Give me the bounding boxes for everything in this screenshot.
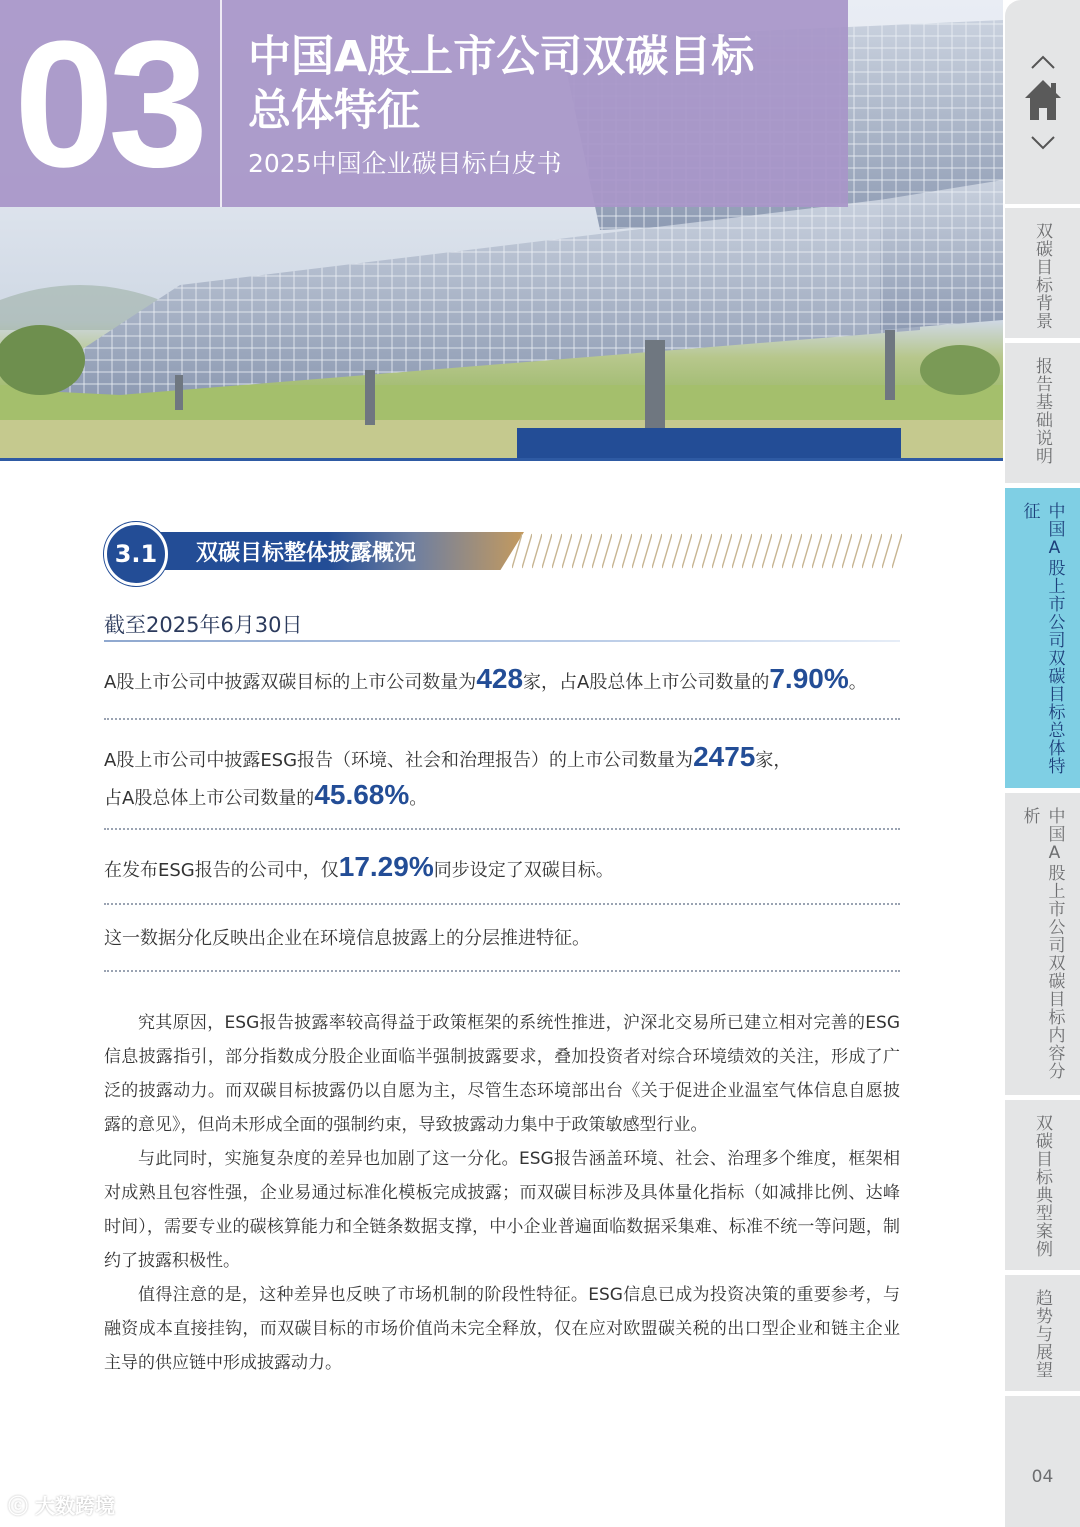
tab-typical-cases[interactable] — [1005, 1100, 1080, 1270]
section-title: 双碳目标整体披露概况 — [196, 541, 417, 566]
body-text — [104, 1006, 900, 1380]
body-paragraph-2: 与此同时，实施复杂度的差异也加剧了这一分化。ESG报告涵盖环境、社会、治理多个维度，框架相对成熟且包容性强，企业易通过标准化模板完成披露；而双碳目标涉及具体量化指标（如减排比例、达峰时间），需要专业的碳核算能力和全链条数据支撑，中小企业普遍面临数据采集难、标准不统一等问题，制约了披露积极性。 — [104, 1149, 900, 1271]
dotted-divider — [104, 970, 900, 972]
chevron-up-icon[interactable] — [1029, 52, 1057, 72]
tab-overall-features[interactable] — [1005, 488, 1080, 788]
tab-report-basis[interactable] — [1005, 343, 1080, 483]
section-hatch-decoration — [512, 532, 902, 570]
body-paragraph-1: 究其原因，ESG报告披露率较高得益于政策框架的系统性推进，沪深北交易所已建立相对完善的ESG信息披露指引，部分指数成分股企业面临半强制披露要求，叠加投资者对综合环境绩效的关注，形成了广泛的披露动力。而双碳目标披露仍以自愿为主，尽管生态环境部出台《关于促进企业温室气体信息自愿披露的意见》，但尚未形成全面的强制约束，导致披露动力集中于政策敏感型行业。 — [104, 1013, 900, 1135]
tab-background-label: 双碳目标背景 — [1032, 222, 1052, 330]
stat-esg-with-targets — [104, 850, 904, 888]
title-divider — [220, 0, 222, 207]
as-of-underline — [104, 640, 900, 642]
chapter-title-box — [0, 0, 848, 207]
as-of-date: 截至2025年6月30日 — [104, 613, 303, 637]
chapter-title-line2: 总体特征 — [248, 86, 420, 136]
page-number-box — [1005, 1396, 1080, 1527]
stat-text: 。 — [409, 788, 428, 809]
chevron-down-icon[interactable] — [1029, 133, 1057, 153]
dotted-divider — [104, 903, 900, 905]
stat-dual-carbon-disclosure — [104, 662, 904, 700]
home-icon[interactable] — [1023, 78, 1063, 122]
watermark-logo-icon: ⓒ — [8, 1494, 35, 1518]
chapter-subtitle: 2025中国企业碳目标白皮书 — [248, 149, 562, 178]
stat-text: A股上市公司中披露双碳目标的上市公司数量为 — [104, 672, 477, 693]
stat-text: A股上市公司中披露ESG报告（环境、社会和治理报告）的上市公司数量为 — [104, 750, 694, 771]
tab-content-analysis[interactable] — [1005, 793, 1080, 1095]
tab-trends-outlook-label: 趋势与展望 — [1032, 1289, 1052, 1379]
stat-summary: 这一数据分化反映出企业在环境信息披露上的分层推进特征。 — [104, 928, 590, 949]
stat-number: 2475 — [693, 741, 756, 772]
stat-text: 家， — [755, 750, 792, 771]
dotted-divider — [104, 718, 900, 720]
stat-text: 家，占A股总体上市公司数量的 — [523, 672, 770, 693]
stat-text: 同步设定了双碳目标。 — [433, 860, 614, 881]
chapter-title — [248, 30, 828, 138]
stat-percent: 17.29% — [338, 851, 434, 882]
tab-content-analysis-label: 中国A股上市公司双碳目标内容分析 — [1019, 807, 1065, 1080]
stat-percent: 7.90% — [769, 663, 849, 694]
stat-percent: 45.68% — [314, 779, 410, 810]
hero-accent-bar — [517, 428, 901, 458]
tab-overall-features-label: 中国A股上市公司双碳目标总体特征 — [1019, 502, 1065, 775]
hero-banner — [0, 0, 1003, 458]
chapter-title-line1: 中国A股上市公司双碳目标 — [248, 32, 755, 82]
stat-esg-report-disclosure — [104, 740, 904, 816]
stat-text: 。 — [848, 672, 867, 693]
page-number: 04 — [1031, 1466, 1054, 1487]
watermark — [8, 1490, 115, 1519]
stat-number: 428 — [476, 663, 524, 694]
tab-background[interactable] — [1005, 208, 1080, 338]
tab-report-basis-label: 报告基础说明 — [1032, 357, 1052, 465]
watermark-text: 大数跨境 — [34, 1494, 115, 1518]
body-paragraph-3: 值得注意的是，这种差异也反映了市场机制的阶段性特征。ESG信息已成为投资决策的重要参考，与融资成本直接挂钩，而双碳目标的市场价值尚未完全释放，仅在应对欧盟碳关税的出口型企业和链主企业主导的供应链中形成披露动力。 — [104, 1285, 900, 1373]
chapter-number: 03 — [14, 4, 203, 205]
sidebar — [1003, 0, 1080, 1527]
tab-trends-outlook[interactable] — [1005, 1275, 1080, 1391]
dotted-divider — [104, 828, 900, 830]
section-number: 3.1 — [104, 522, 168, 586]
hero-bottom-line — [0, 458, 1003, 461]
stat-text: 占A股总体上市公司数量的 — [104, 788, 315, 809]
sidebar-nav-box — [1005, 0, 1080, 204]
tab-typical-cases-label: 双碳目标典型案例 — [1032, 1114, 1052, 1258]
stat-text: 在发布ESG报告的公司中，仅 — [104, 860, 339, 881]
